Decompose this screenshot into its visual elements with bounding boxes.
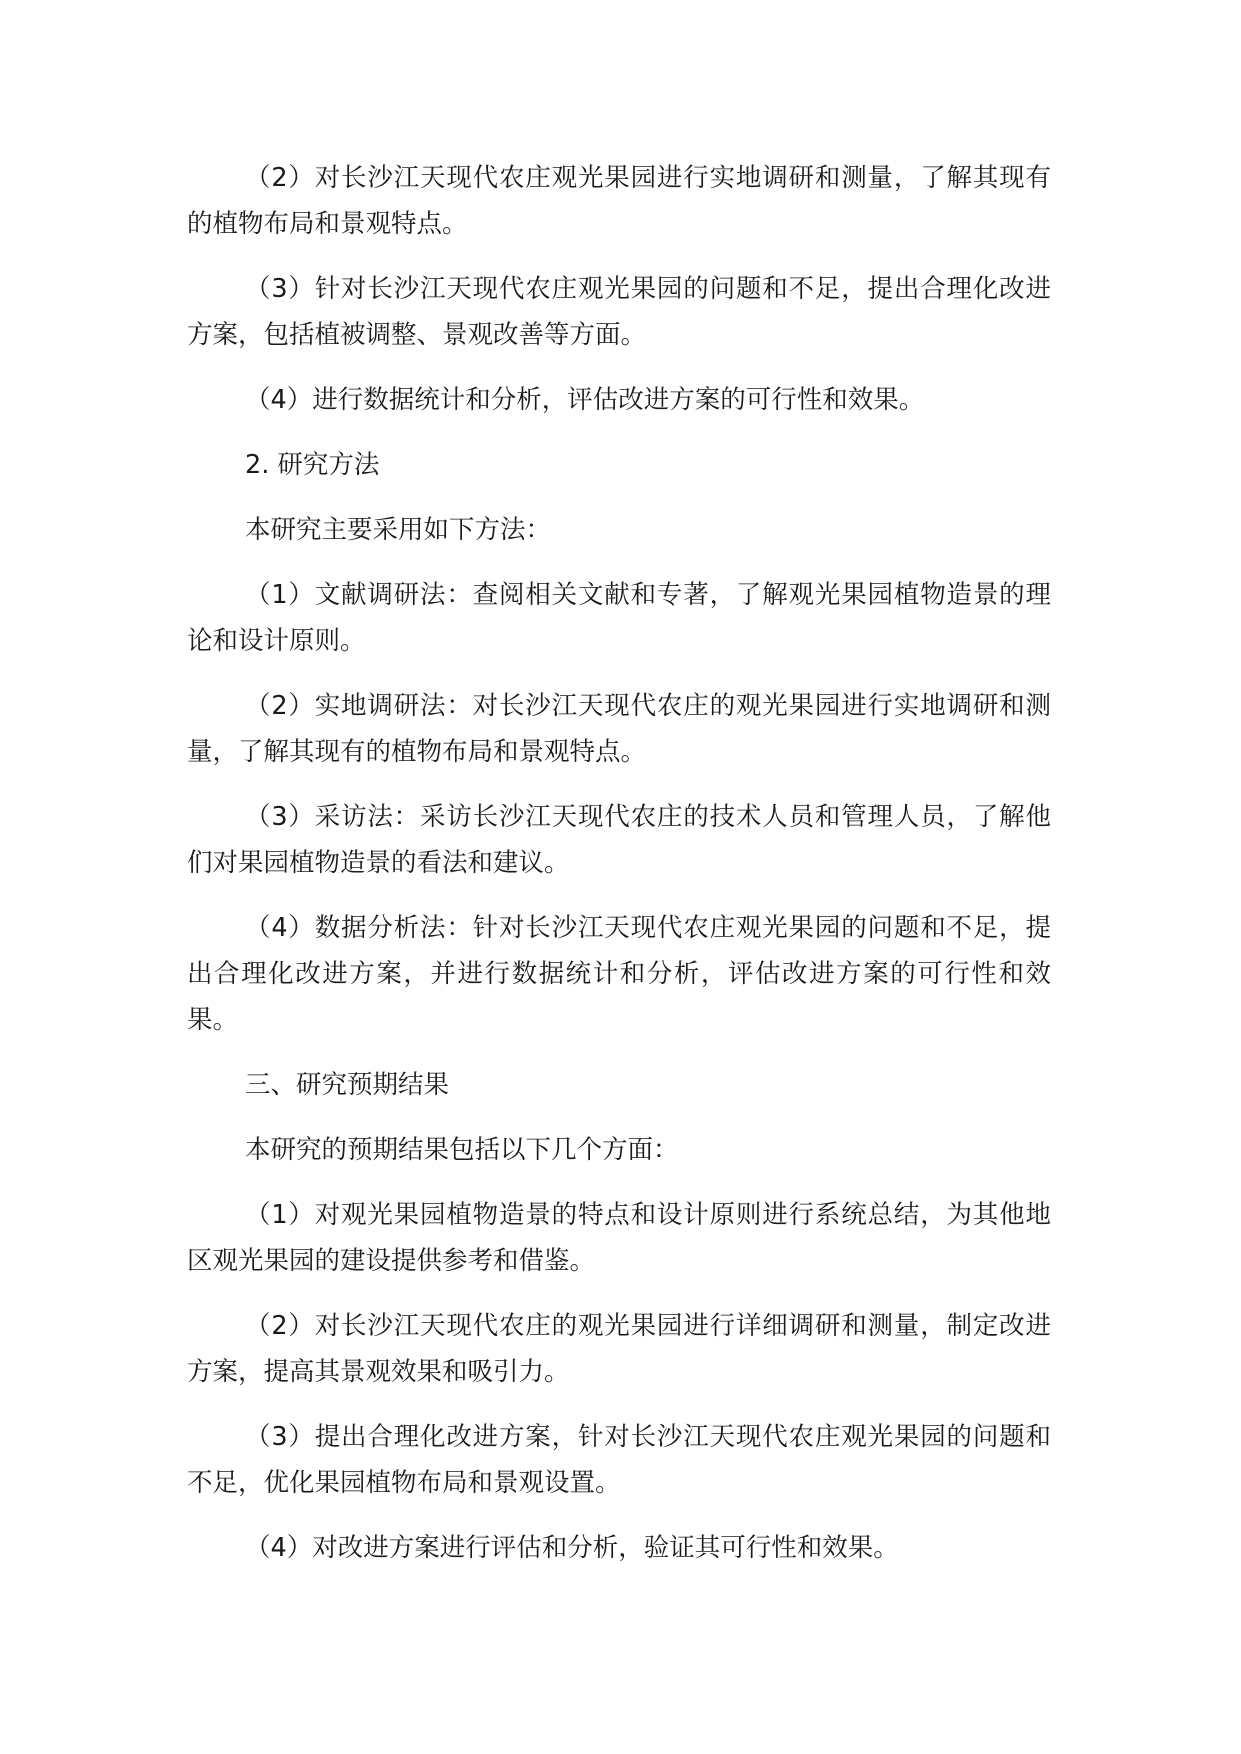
section-heading-methods: 2. 研究方法 [245, 450, 380, 480]
results-intro: 本研究的预期结果包括以下几个方面： [245, 1135, 679, 1165]
method-item-2: （2）实地调研法：对长沙江天现代农庄的观光果园进行实地调研和测量，了解其现有的植物布局和景观特点。 [187, 691, 1051, 767]
document-body [187, 155, 1051, 1590]
method-item-4: （4）数据分析法：针对长沙江天现代农庄观光果园的问题和不足，提出合理化改进方案，并进行数据统计和分析，评估改进方案的可行性和效果。 [187, 913, 1051, 1035]
result-item-1: （1）对观光果园植物造景的特点和设计原则进行系统总结，为其他地区观光果园的建设提供参考和借鉴。 [187, 1200, 1051, 1276]
method-item-1: （1）文献调研法：查阅相关文献和专著，了解观光果园植物造景的理论和设计原则。 [187, 580, 1051, 656]
result-item-2: （2）对长沙江天现代农庄的观光果园进行详细调研和测量，制定改进方案，提高其景观效果和吸引力。 [187, 1311, 1051, 1387]
methods-intro: 本研究主要采用如下方法： [245, 515, 552, 545]
result-item-3: （3）提出合理化改进方案，针对长沙江天现代农庄观光果园的问题和不足，优化果园植物布局和景观设置。 [187, 1422, 1051, 1498]
list-item-3: （3）针对长沙江天现代农庄观光果园的问题和不足，提出合理化改进方案，包括植被调整、景观改善等方面。 [187, 274, 1051, 350]
section-heading-expected-results: 三、研究预期结果 [245, 1070, 450, 1100]
result-item-4: （4）对改进方案进行评估和分析，验证其可行性和效果。 [245, 1533, 899, 1563]
list-item-4: （4）进行数据统计和分析，评估改进方案的可行性和效果。 [245, 385, 925, 415]
method-item-3: （3）采访法：采访长沙江天现代农庄的技术人员和管理人员，了解他们对果园植物造景的看法和建议。 [187, 802, 1051, 878]
list-item-2: （2）对长沙江天现代农庄观光果园进行实地调研和测量，了解其现有的植物布局和景观特点。 [187, 163, 1051, 239]
